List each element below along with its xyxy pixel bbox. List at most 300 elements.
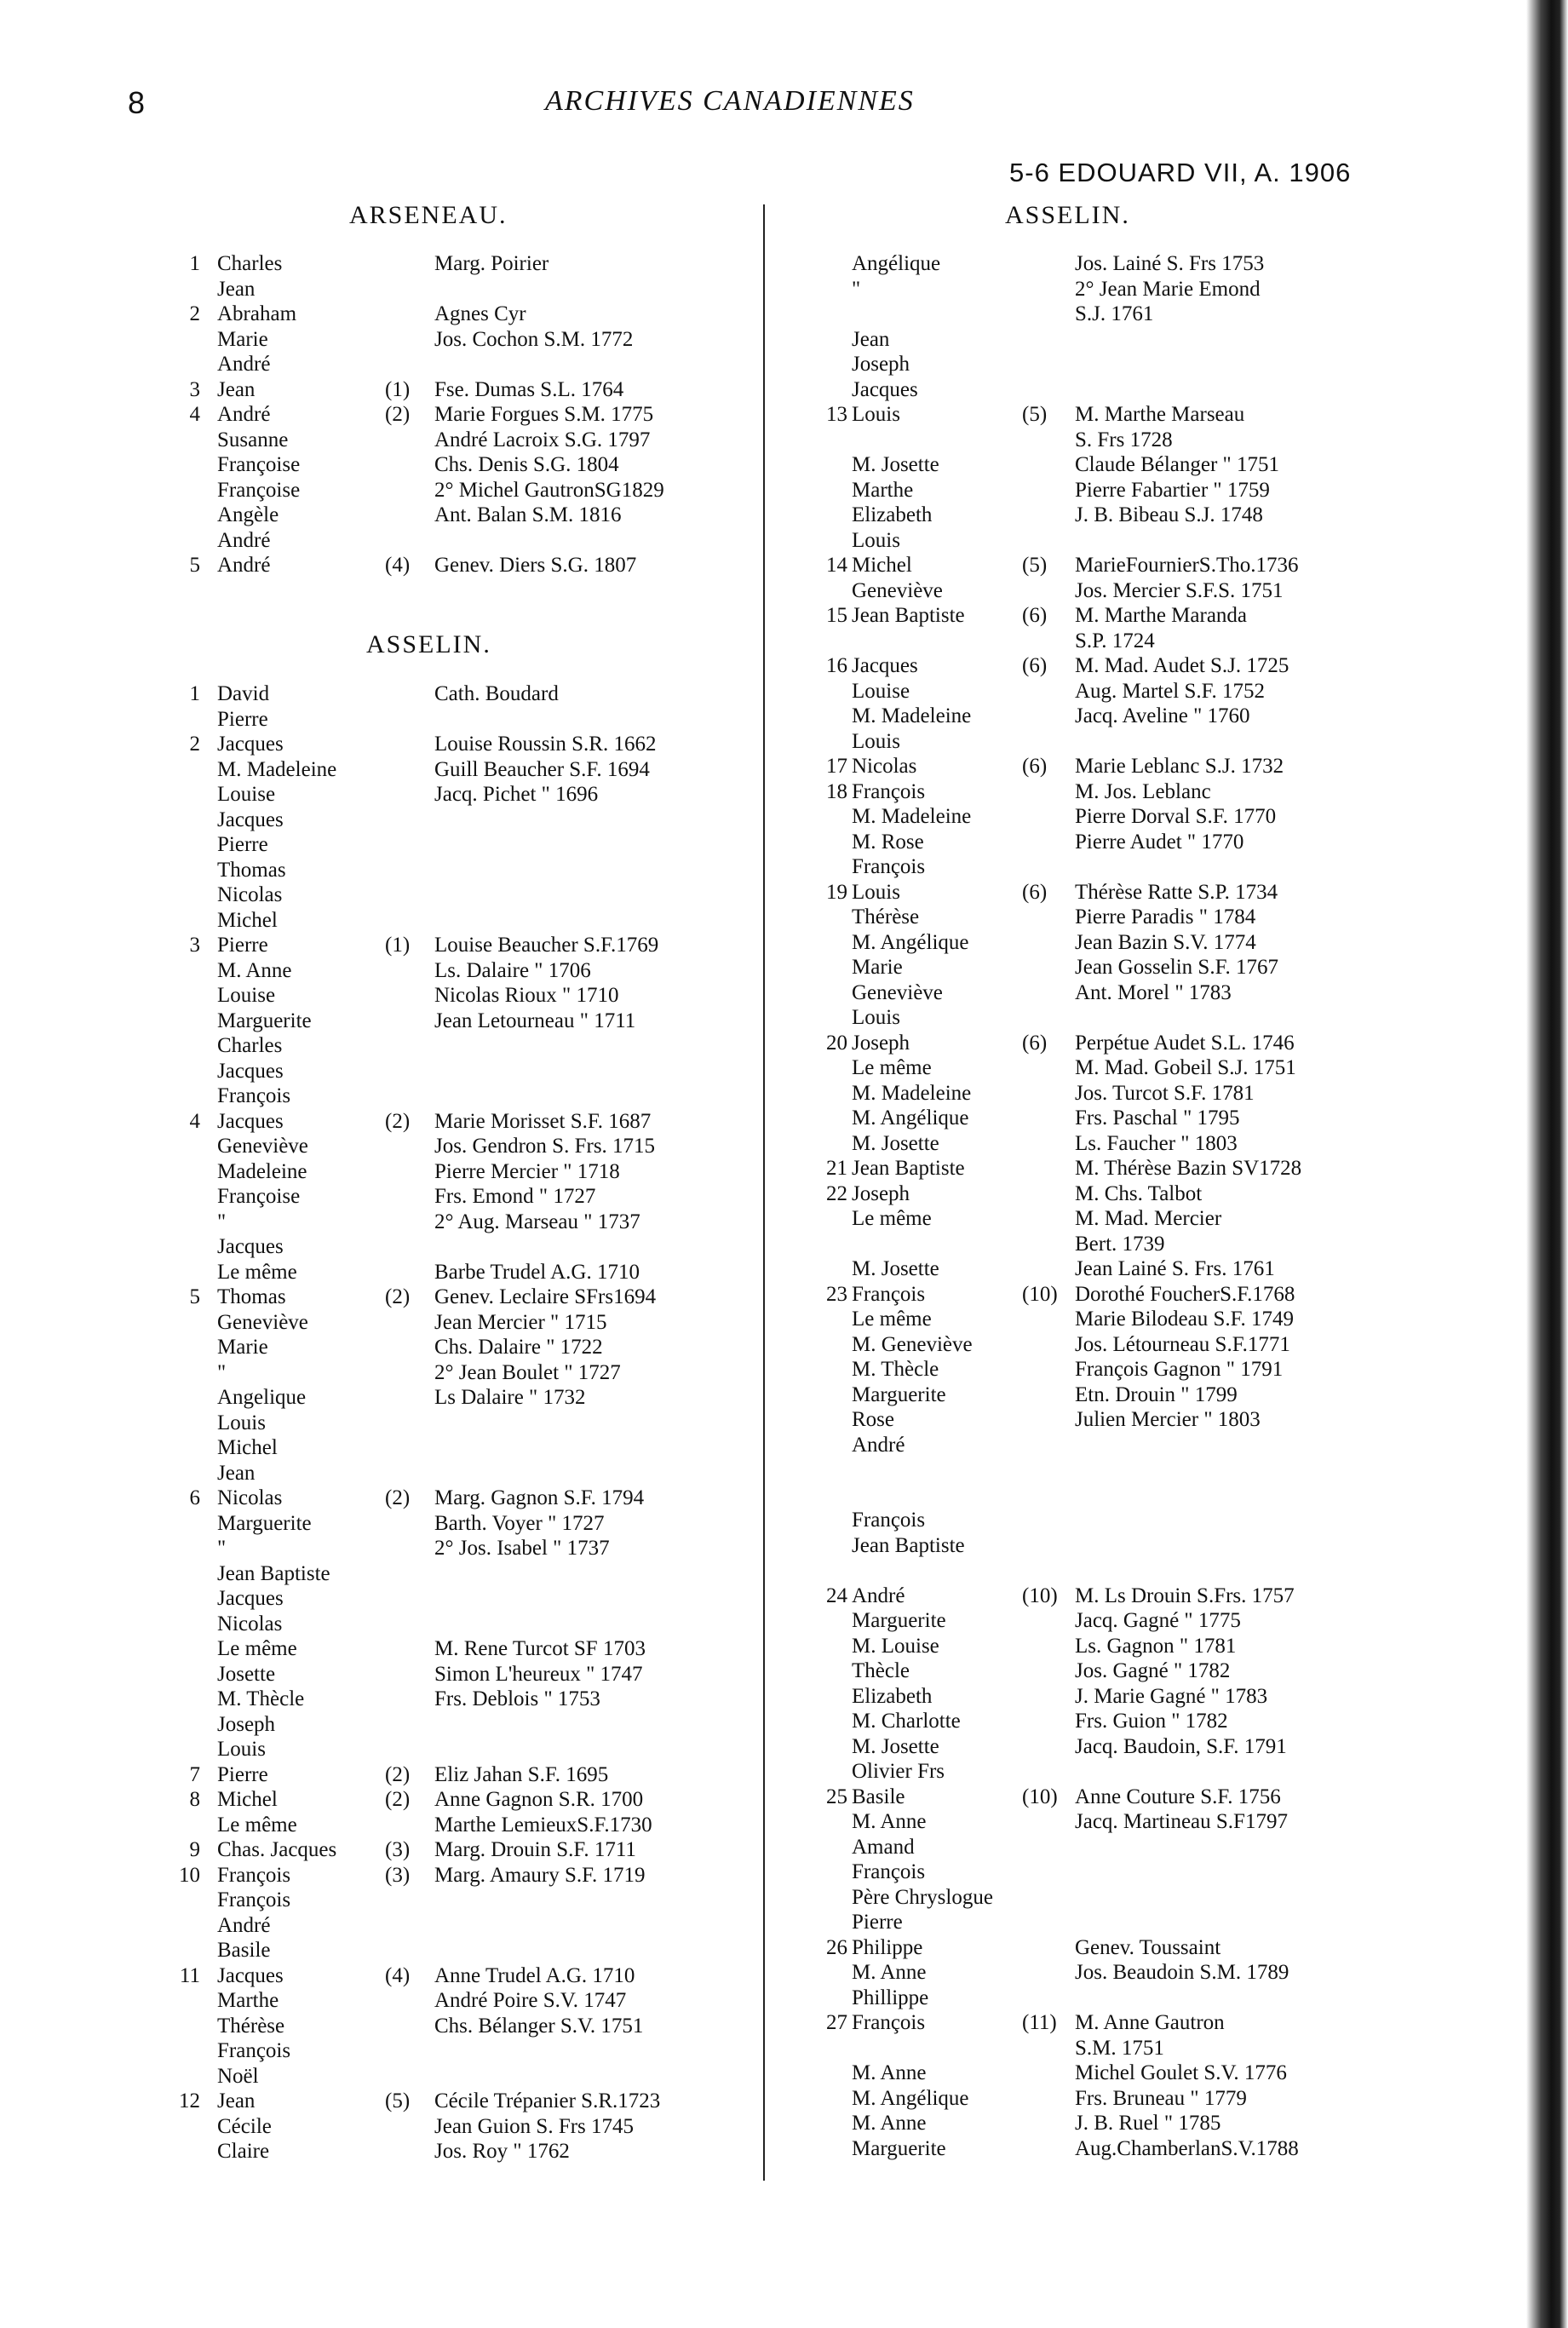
person-name: Thomas: [217, 1285, 286, 1308]
genealogy-row: [0, 1809, 1568, 1834]
spouse-entry: Pierre Audet " 1770: [1075, 830, 1244, 854]
spouse-entry: Frs. Paschal " 1795: [1075, 1107, 1240, 1130]
spouse-entry: Pierre Dorval S.F. 1770: [1075, 805, 1277, 828]
person-name: David: [217, 682, 270, 705]
spouse-entry: 2° Michel GautronSG1829: [434, 478, 664, 502]
person-name: Michel: [852, 554, 912, 577]
person-name: Michel: [217, 1788, 278, 1811]
entry-number: 10: [179, 1863, 200, 1887]
person-name: M. Josette: [852, 1257, 939, 1280]
person-name: Thérèse: [217, 2014, 285, 2038]
spouse-entry: Julien Mercier " 1803: [1075, 1408, 1261, 1431]
person-name: Geneviève: [217, 1310, 308, 1334]
person-name: M. Thècle: [217, 1687, 305, 1710]
generation-ref: (11): [1022, 2011, 1057, 2034]
section-heading-asselin-continued: ASSELIN.: [1005, 201, 1130, 229]
spouse-entry: Jos. Turcot S.F. 1781: [1075, 1081, 1255, 1105]
spouse-entry: Jean Lainé S. Frs. 1761: [1075, 1257, 1275, 1280]
spouse-entry: Frs. Bruneau " 1779: [1075, 2086, 1247, 2110]
person-name: M. Charlotte: [852, 1710, 961, 1733]
person-name: Jean: [217, 277, 256, 301]
genealogy-row: [0, 1382, 1568, 1407]
spouse-entry: Thérèse Ratte S.P. 1734: [1075, 880, 1278, 904]
spouse-entry: Cécile Trépanier S.R.1723: [434, 2089, 661, 2112]
spouse-entry: Barth. Voyer " 1727: [434, 1511, 605, 1535]
genealogy-row: [0, 402, 1568, 427]
entry-number: 4: [189, 1109, 200, 1133]
person-name: François: [852, 855, 926, 878]
genealogy-row: [0, 905, 1568, 929]
spouse-entry: Marie Forgues S.M. 1775: [434, 403, 654, 426]
spouse-entry: Louise Roussin S.R. 1662: [434, 733, 657, 756]
person-name: Rose: [852, 1408, 894, 1431]
entry-number: 14: [826, 554, 847, 577]
person-name: Louis: [852, 880, 900, 904]
spouse-entry: M. Mad. Gobeil S.J. 1751: [1075, 1056, 1296, 1079]
spouse-entry: MarieFournierS.Tho.1736: [1075, 554, 1299, 577]
genealogy-row: [0, 854, 1568, 879]
person-name: Jean: [852, 327, 890, 351]
genealogy-row: [0, 830, 1568, 854]
person-name: Josette: [217, 1662, 276, 1686]
entry-number: 6: [189, 1486, 200, 1509]
entry-number: 23: [826, 1282, 847, 1306]
entry-number: 20: [826, 1031, 847, 1055]
spouse-entry: Genev. Leclaire SFrs1694: [434, 1285, 657, 1308]
person-name: M. Angélique: [852, 1107, 969, 1130]
person-name: Marie: [852, 956, 903, 979]
spouse-entry: J. B. Bibeau S.J. 1748: [1075, 503, 1263, 526]
spouse-entry: Marg. Drouin S.F. 1711: [434, 1838, 636, 1861]
spouse-entry: Jos. Lainé S. Frs 1753: [1075, 252, 1265, 275]
person-name: Charles: [217, 1034, 283, 1057]
generation-ref: (2): [385, 1285, 411, 1308]
genealogy-row: [0, 1835, 1568, 1860]
person-name: Le même: [217, 1813, 297, 1837]
spouse-entry: M. Anne Gautron: [1075, 2011, 1225, 2034]
person-name: M. Geneviève: [852, 1332, 973, 1356]
person-name: Claire: [217, 2140, 270, 2163]
entry-number: 12: [179, 2089, 200, 2112]
genealogy-row: [0, 980, 1568, 1005]
generation-ref: (3): [385, 1863, 411, 1887]
spouse-entry: Marie Leblanc S.J. 1732: [1075, 755, 1284, 778]
genealogy-row: [0, 1081, 1568, 1106]
genealogy-row: [0, 804, 1568, 829]
running-head: ARCHIVES CANADIENNES: [545, 85, 915, 117]
person-name: Geneviève: [852, 578, 943, 602]
person-name: Jean Baptiste: [852, 604, 965, 627]
person-name: Jean Baptiste: [852, 1157, 965, 1180]
spouse-entry: Etn. Drouin " 1799: [1075, 1382, 1238, 1406]
spouse-entry: Michel Goulet S.V. 1776: [1075, 2061, 1287, 2084]
spouse-entry: Chs. Bélanger S.V. 1751: [434, 2014, 644, 2038]
spouse-entry: Chs. Dalaire " 1722: [434, 1336, 603, 1359]
spouse-entry: Marg. Poirier: [434, 252, 549, 275]
person-name: Marguerite: [852, 1382, 946, 1406]
person-name: Marthe: [852, 478, 914, 502]
genealogy-row: [0, 478, 1568, 503]
genealogy-row: [0, 1332, 1568, 1357]
spouse-entry: Jacq. Martineau S.F1797: [1075, 1810, 1288, 1833]
person-name: Louis: [217, 1411, 266, 1434]
person-name: Angèle: [217, 503, 279, 526]
entry-number: 4: [189, 403, 200, 426]
person-name: Charles: [217, 252, 283, 275]
genealogy-row: [0, 1433, 1568, 1457]
spouse-entry: M. Rene Turcot SF 1703: [434, 1637, 646, 1660]
spouse-entry: 2° Aug. Marseau " 1737: [434, 1210, 640, 1233]
genealogy-row: [0, 1734, 1568, 1759]
person-name: Jacques: [217, 808, 284, 831]
person-name: François: [852, 1509, 926, 1532]
spouse-entry: Agnes Cyr: [434, 302, 526, 325]
spouse-entry: S.J. 1761: [1075, 302, 1154, 325]
person-name: André: [217, 554, 271, 577]
person-name: Cécile: [217, 2114, 272, 2138]
person-name: Le même: [217, 1637, 297, 1660]
person-name: ": [852, 277, 861, 301]
genealogy-row: [0, 930, 1568, 955]
spouse-entry: Frs. Deblois " 1753: [434, 1687, 600, 1710]
spouse-entry: Pierre Paradis " 1784: [1075, 905, 1256, 928]
person-name: ": [217, 1360, 227, 1384]
spouse-entry: Simon L'heureux " 1747: [434, 1662, 643, 1686]
genealogy-row: [0, 1910, 1568, 1934]
generation-ref: (2): [385, 1762, 411, 1786]
spouse-entry: Nicolas Rioux " 1710: [434, 984, 619, 1007]
person-name: Jean Baptiste: [852, 1533, 965, 1557]
genealogy-row: [0, 880, 1568, 905]
spouse-entry: François Gagnon " 1791: [1075, 1358, 1284, 1381]
entry-number: 2: [189, 733, 200, 756]
genealogy-row: [0, 1508, 1568, 1532]
person-name: Louis: [852, 729, 900, 753]
genealogy-row: [0, 1558, 1568, 1583]
person-name: Abraham: [217, 302, 297, 325]
spouse-entry: Aug. Martel S.F. 1752: [1075, 679, 1265, 703]
person-name: Jacques: [217, 1109, 284, 1133]
generation-ref: (4): [385, 554, 411, 577]
spouse-entry: M. Jos. Leblanc: [1075, 779, 1211, 803]
generation-ref: (6): [1022, 1031, 1048, 1055]
entry-number: 18: [826, 779, 847, 803]
person-name: Nicolas: [852, 755, 917, 778]
genealogy-row: [0, 2061, 1568, 2085]
person-name: André: [217, 353, 271, 376]
person-name: Pierre: [217, 833, 268, 856]
person-name: Louis: [852, 403, 900, 426]
spouse-entry: Perpétue Audet S.L. 1746: [1075, 1031, 1295, 1055]
entry-number: 25: [826, 1785, 847, 1808]
genealogy-row: [0, 2086, 1568, 2111]
spouse-entry: Pierre Mercier " 1718: [434, 1159, 620, 1183]
genealogy-row: [0, 1106, 1568, 1130]
spouse-entry: Ls. Faucher " 1803: [1075, 1131, 1238, 1155]
person-name: Joseph: [217, 1712, 276, 1736]
person-name: Pierre: [217, 934, 268, 957]
genealogy-row: [0, 754, 1568, 779]
spouse-entry: Frs. Guion " 1782: [1075, 1710, 1228, 1733]
genealogy-row: [0, 1357, 1568, 1382]
generation-ref: (6): [1022, 604, 1048, 627]
person-name: M. Angélique: [852, 2086, 969, 2110]
person-name: Le même: [852, 1308, 932, 1331]
genealogy-row: [0, 327, 1568, 352]
genealogy-row: [0, 1483, 1568, 1508]
person-name: Nicolas: [217, 1486, 283, 1509]
genealogy-row: [0, 2010, 1568, 2035]
person-name: M. Anne: [852, 1810, 927, 1833]
person-name: André: [217, 528, 271, 552]
entry-number: 9: [189, 1838, 200, 1861]
genealogy-row: [0, 1232, 1568, 1256]
person-name: Elizabeth: [852, 503, 933, 526]
spouse-entry: Pierre Fabartier " 1759: [1075, 478, 1270, 502]
person-name: Philippe: [852, 1935, 923, 1959]
generation-ref: (6): [1022, 654, 1048, 677]
person-name: Louis: [852, 528, 900, 552]
spouse-entry: 2° Jean Marie Emond: [1075, 277, 1261, 301]
person-name: Joseph: [852, 1181, 910, 1205]
spouse-entry: M. Marthe Maranda: [1075, 604, 1248, 627]
genealogy-row: [0, 2136, 1568, 2161]
genealogy-row: [0, 452, 1568, 477]
spouse-entry: Jos. Mercier S.F.S. 1751: [1075, 578, 1284, 602]
section-heading-asselin: ASSELIN.: [366, 630, 491, 658]
spouse-entry: Frs. Emond " 1727: [434, 1185, 596, 1208]
generation-ref: (6): [1022, 880, 1048, 904]
genealogy-row: [0, 1181, 1568, 1206]
person-name: M. Madeleine: [852, 805, 972, 828]
person-name: François: [217, 1863, 291, 1887]
person-name: Marthe: [217, 1989, 279, 2012]
person-name: Françoise: [217, 1185, 301, 1208]
section-heading-arseneau: ARSENEAU.: [349, 201, 508, 229]
spouse-entry: Jos. Cochon S.M. 1772: [434, 327, 634, 351]
entry-number: 8: [189, 1788, 200, 1811]
person-name: Madeleine: [217, 1159, 307, 1183]
person-name: Jean: [217, 377, 256, 401]
genealogy-row: [0, 251, 1568, 276]
spouse-entry: M. Ls Drouin S.Frs. 1757: [1075, 1584, 1295, 1607]
person-name: Père Chryslogue: [852, 1885, 993, 1909]
genealogy-row: [0, 1457, 1568, 1482]
person-name: Le même: [852, 1056, 932, 1079]
person-name: Geneviève: [852, 980, 943, 1004]
person-name: M. Madeleine: [852, 1081, 972, 1105]
person-name: M. Rose: [852, 830, 924, 854]
person-name: Angelique: [217, 1386, 307, 1409]
person-name: Joseph: [852, 353, 910, 376]
spouse-entry: Anne Couture S.F. 1756: [1075, 1785, 1281, 1808]
entry-number: 27: [826, 2011, 847, 2034]
person-name: Françoise: [217, 478, 301, 502]
spouse-entry: Ant. Morel " 1783: [1075, 980, 1232, 1004]
generation-ref: (5): [1022, 403, 1048, 426]
genealogy-row: [0, 277, 1568, 302]
spouse-entry: Jos. Beaudoin S.M. 1789: [1075, 1961, 1289, 1984]
spouse-entry: Jacq. Baudoin, S.F. 1791: [1075, 1734, 1287, 1758]
person-name: Amand: [852, 1835, 915, 1859]
person-name: François: [852, 1860, 926, 1883]
entry-number: 11: [179, 1963, 200, 1987]
genealogy-row: [0, 1156, 1568, 1181]
person-name: Basile: [217, 1939, 271, 1962]
generation-ref: (2): [385, 1109, 411, 1133]
person-name: Thomas: [217, 858, 286, 882]
entry-number: 17: [826, 755, 847, 778]
entry-number: 21: [826, 1157, 847, 1180]
spouse-entry: Fse. Dumas S.L. 1764: [434, 377, 624, 401]
genealogy-row: [0, 503, 1568, 527]
person-name: Louise: [217, 984, 276, 1007]
genealogy-row: [0, 528, 1568, 553]
person-name: Marguerite: [217, 1009, 312, 1032]
spouse-entry: M. Mad. Audet S.J. 1725: [1075, 654, 1289, 677]
person-name: André: [217, 1913, 271, 1937]
person-name: Marguerite: [852, 1609, 946, 1632]
person-name: Le même: [852, 1207, 932, 1230]
person-name: Geneviève: [217, 1135, 308, 1158]
entry-number: 15: [826, 604, 847, 627]
entry-number: 7: [189, 1762, 200, 1786]
person-name: Louise: [217, 783, 276, 806]
spouse-entry: M. Thérèse Bazin SV1728: [1075, 1157, 1302, 1180]
genealogy-row: [0, 1658, 1568, 1683]
person-name: M. Josette: [852, 1131, 939, 1155]
person-name: Pierre: [852, 1911, 903, 1934]
generation-ref: (10): [1022, 1282, 1058, 1306]
spouse-entry: Jean Guion S. Frs 1745: [434, 2114, 635, 2138]
entry-number: 24: [826, 1584, 847, 1607]
person-name: François: [852, 779, 926, 803]
genealogy-row: [0, 2036, 1568, 2061]
spouse-entry: Jos. Gagné " 1782: [1075, 1659, 1231, 1682]
spouse-entry: Aug.ChamberlanS.V.1788: [1075, 2136, 1299, 2160]
person-name: ": [217, 1537, 227, 1560]
spouse-entry: M. Marthe Marseau: [1075, 403, 1245, 426]
person-name: ": [217, 1210, 227, 1233]
genealogy-row: [0, 704, 1568, 728]
genealogy-row: [0, 1885, 1568, 1910]
person-name: Marie: [217, 1336, 268, 1359]
person-name: André: [852, 1584, 905, 1607]
genealogy-row: [0, 1256, 1568, 1281]
genealogy-row: [0, 1709, 1568, 1733]
spouse-entry: Ls. Gagnon " 1781: [1075, 1634, 1237, 1658]
genealogy-row: [0, 1282, 1568, 1307]
person-name: Chas. Jacques: [217, 1838, 337, 1861]
spouse-entry: Jean Bazin S.V. 1774: [1075, 930, 1256, 954]
spouse-entry: Jos. Roy " 1762: [434, 2140, 570, 2163]
spouse-entry: M. Mad. Mercier: [1075, 1207, 1222, 1230]
genealogy-row: [0, 1935, 1568, 1960]
person-name: M. Thècle: [852, 1358, 939, 1381]
entry-number: 1: [189, 252, 200, 275]
person-name: Jacques: [217, 1235, 284, 1258]
spouse-entry: Chs. Denis S.G. 1804: [434, 453, 619, 476]
genealogy-row: [0, 1960, 1568, 1985]
person-name: M. Josette: [852, 453, 939, 476]
person-name: Michel: [217, 908, 278, 932]
person-name: Noël: [217, 2064, 259, 2088]
person-name: M. Anne: [852, 2112, 927, 2135]
spouse-entry: Jean Gosselin S.F. 1767: [1075, 956, 1278, 979]
genealogy-row: [0, 1785, 1568, 1809]
genealogy-row: [0, 2111, 1568, 2135]
spouse-entry: Eliz Jahan S.F. 1695: [434, 1762, 609, 1786]
generation-ref: (3): [385, 1838, 411, 1861]
genealogy-row: [0, 779, 1568, 804]
genealogy-row: [0, 578, 1568, 603]
person-name: Elizabeth: [852, 1684, 933, 1708]
person-name: Louis: [217, 1738, 266, 1761]
genealogy-row: [0, 1055, 1568, 1080]
person-name: André: [852, 1433, 905, 1457]
spouse-entry: Jacq. Pichet " 1696: [434, 783, 599, 806]
spouse-entry: J. B. Ruel " 1785: [1075, 2112, 1221, 2135]
person-name: Pierre: [217, 707, 268, 731]
spouse-entry: André Lacroix S.G. 1797: [434, 428, 651, 451]
genealogy-row: [0, 1634, 1568, 1658]
genealogy-row: [0, 1407, 1568, 1432]
spouse-entry: Cath. Boudard: [434, 682, 559, 705]
genealogy-row: [0, 1131, 1568, 1156]
entry-number: 13: [826, 403, 847, 426]
spouse-entry: Jacq. Gagné " 1775: [1075, 1609, 1241, 1632]
spouse-entry: Anne Trudel A.G. 1710: [434, 1963, 635, 1987]
genealogy-row: [0, 1005, 1568, 1030]
entry-number: 5: [189, 1285, 200, 1308]
genealogy-row: [0, 1860, 1568, 1884]
genealogy-row: [0, 603, 1568, 628]
spouse-entry: Marie Morisset S.F. 1687: [434, 1109, 652, 1133]
spouse-entry: Claude Bélanger " 1751: [1075, 453, 1280, 476]
generation-ref: (6): [1022, 755, 1048, 778]
spouse-entry: S.P. 1724: [1075, 629, 1155, 652]
person-name: M. Anne: [852, 1961, 927, 1984]
spouse-entry: Anne Gagnon S.R. 1700: [434, 1788, 644, 1811]
person-name: François: [852, 1282, 926, 1306]
genealogy-row: [0, 1684, 1568, 1709]
spouse-entry: Guill Beaucher S.F. 1694: [434, 757, 650, 781]
spouse-entry: Jean Letourneau " 1711: [434, 1009, 636, 1032]
person-name: Louise: [852, 679, 910, 703]
generation-ref: (10): [1022, 1584, 1058, 1607]
generation-ref: (10): [1022, 1785, 1058, 1808]
entry-number: 2: [189, 302, 200, 325]
genealogy-row: [0, 377, 1568, 402]
spouse-entry: Ls Dalaire " 1732: [434, 1386, 586, 1409]
person-name: Thérèse: [852, 905, 920, 928]
entry-number: 26: [826, 1935, 847, 1959]
spouse-entry: Ant. Balan S.M. 1816: [434, 503, 622, 526]
genealogy-row: [0, 352, 1568, 377]
entry-number: 19: [826, 880, 847, 904]
page-number: 8: [128, 85, 146, 120]
genealogy-row: [0, 1206, 1568, 1231]
generation-ref: (5): [1022, 554, 1048, 577]
person-name: Nicolas: [217, 883, 283, 906]
genealogy-row: [0, 729, 1568, 754]
person-name: M. Madeleine: [852, 704, 972, 727]
generation-ref: (2): [385, 1486, 411, 1509]
person-name: Jacques: [852, 377, 918, 401]
entry-number: 1: [189, 682, 200, 705]
spouse-entry: Jacq. Aveline " 1760: [1075, 704, 1250, 727]
person-name: Thècle: [852, 1659, 910, 1682]
